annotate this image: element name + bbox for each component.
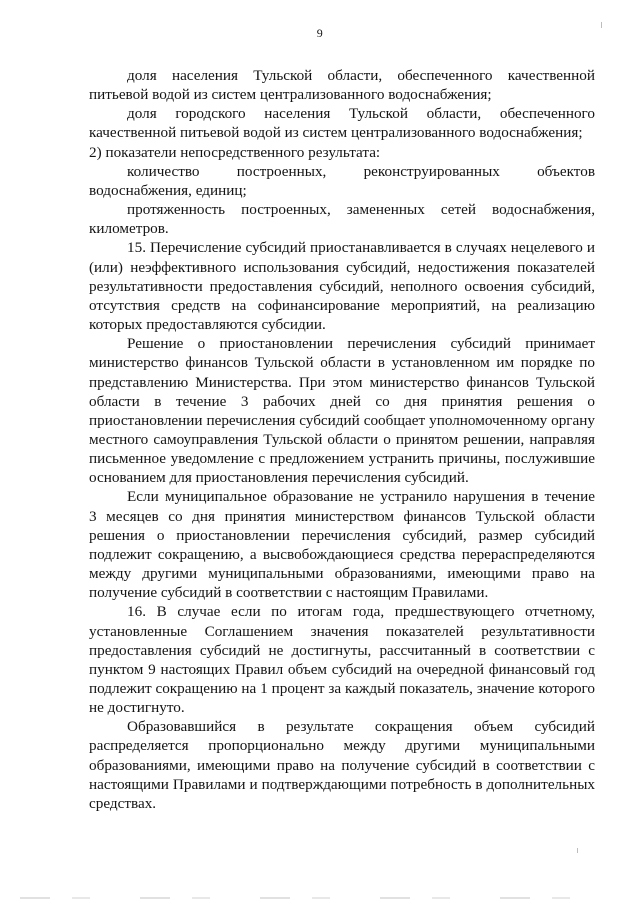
paragraph-direct-results: 2) показатели непосредственного результата: [89,143,381,161]
paragraph-facility-count: количество построенных, реконструированных объектов водоснабжения, единиц; [89,162,595,199]
paragraph-urban-water-share: доля городского населения Тульской области, обеспеченного качественной питьевой водой из систем централизованного водоснабжения; [89,105,595,142]
scan-noise-bottom [20,897,620,899]
paragraph-violation-not-fixed: Если муниципальное образование не устранило нарушения в течение 3 месяцев со дня принятия министерством финансов Тульской области решения о приостановлении перечисления субсидий, размер субсидий подлежит сокращению, а высвобождающиеся средства перераспределяются между другими муниципальными образованиями, имеющими право на получение субсидий в соответствии с настоящим Правилами. [89,488,595,602]
paragraph-clause-15: 15. Перечисление субсидий приостанавливается в случаях нецелевого и (или) неэффективного использования субсидий, недостижения показателей результативности предоставления субсидий, неполного освоения субсидий, отсутствия средств на софинансирование мероприятий, на реализацию которых предоставляются субсидии. [89,239,595,334]
document-body [89,66,595,813]
paragraph-suspension-decision: Решение о приостановлении перечисления субсидий принимает министерство финансов Тульской области в установленном им порядке по представлению Министерства. При этом министерство финансов Тульской области в течение 3 рабочих дней со дня принятия решения о приостановлении перечисления субсидий сообщает уполномоченному органу местного самоуправления Тульской области о принятом решении, направляя письменное уведомление с предложением устранить причины, послужившие основанием для приостановления перечисления субсидий. [89,335,595,487]
paragraph-network-length: протяженность построенных, замененных сетей водоснабжения, километров. [89,201,595,238]
scan-mark-top-right [601,22,602,28]
paragraph-redistribution: Образовавшийся в результате сокращения объем субсидий распределяется пропорционально между другими муниципальными образованиями, имеющими право на получение субсидий в соответствии с настоящими Правилами и подтверждающими потребность в дополнительных средствах. [89,718,595,812]
page-number: 9 [316,26,324,40]
paragraph-clause-16: 16. В случае если по итогам года, предшествующего отчетному, установленные Соглашением значения показателей результативности предоставления субсидий не достигнуты, рассчитанный в соответствии с пунктом 9 настоящих Правил объем субсидий на очередной финансовый год подлежит сокращению на 1 процент за каждый показатель, значение которого не достигнуто. [89,603,595,717]
scan-mark-right [577,848,578,853]
paragraph-water-share: доля населения Тульской области, обеспеченного качественной питьевой водой из систем централизованного водоснабжения; [89,67,595,104]
